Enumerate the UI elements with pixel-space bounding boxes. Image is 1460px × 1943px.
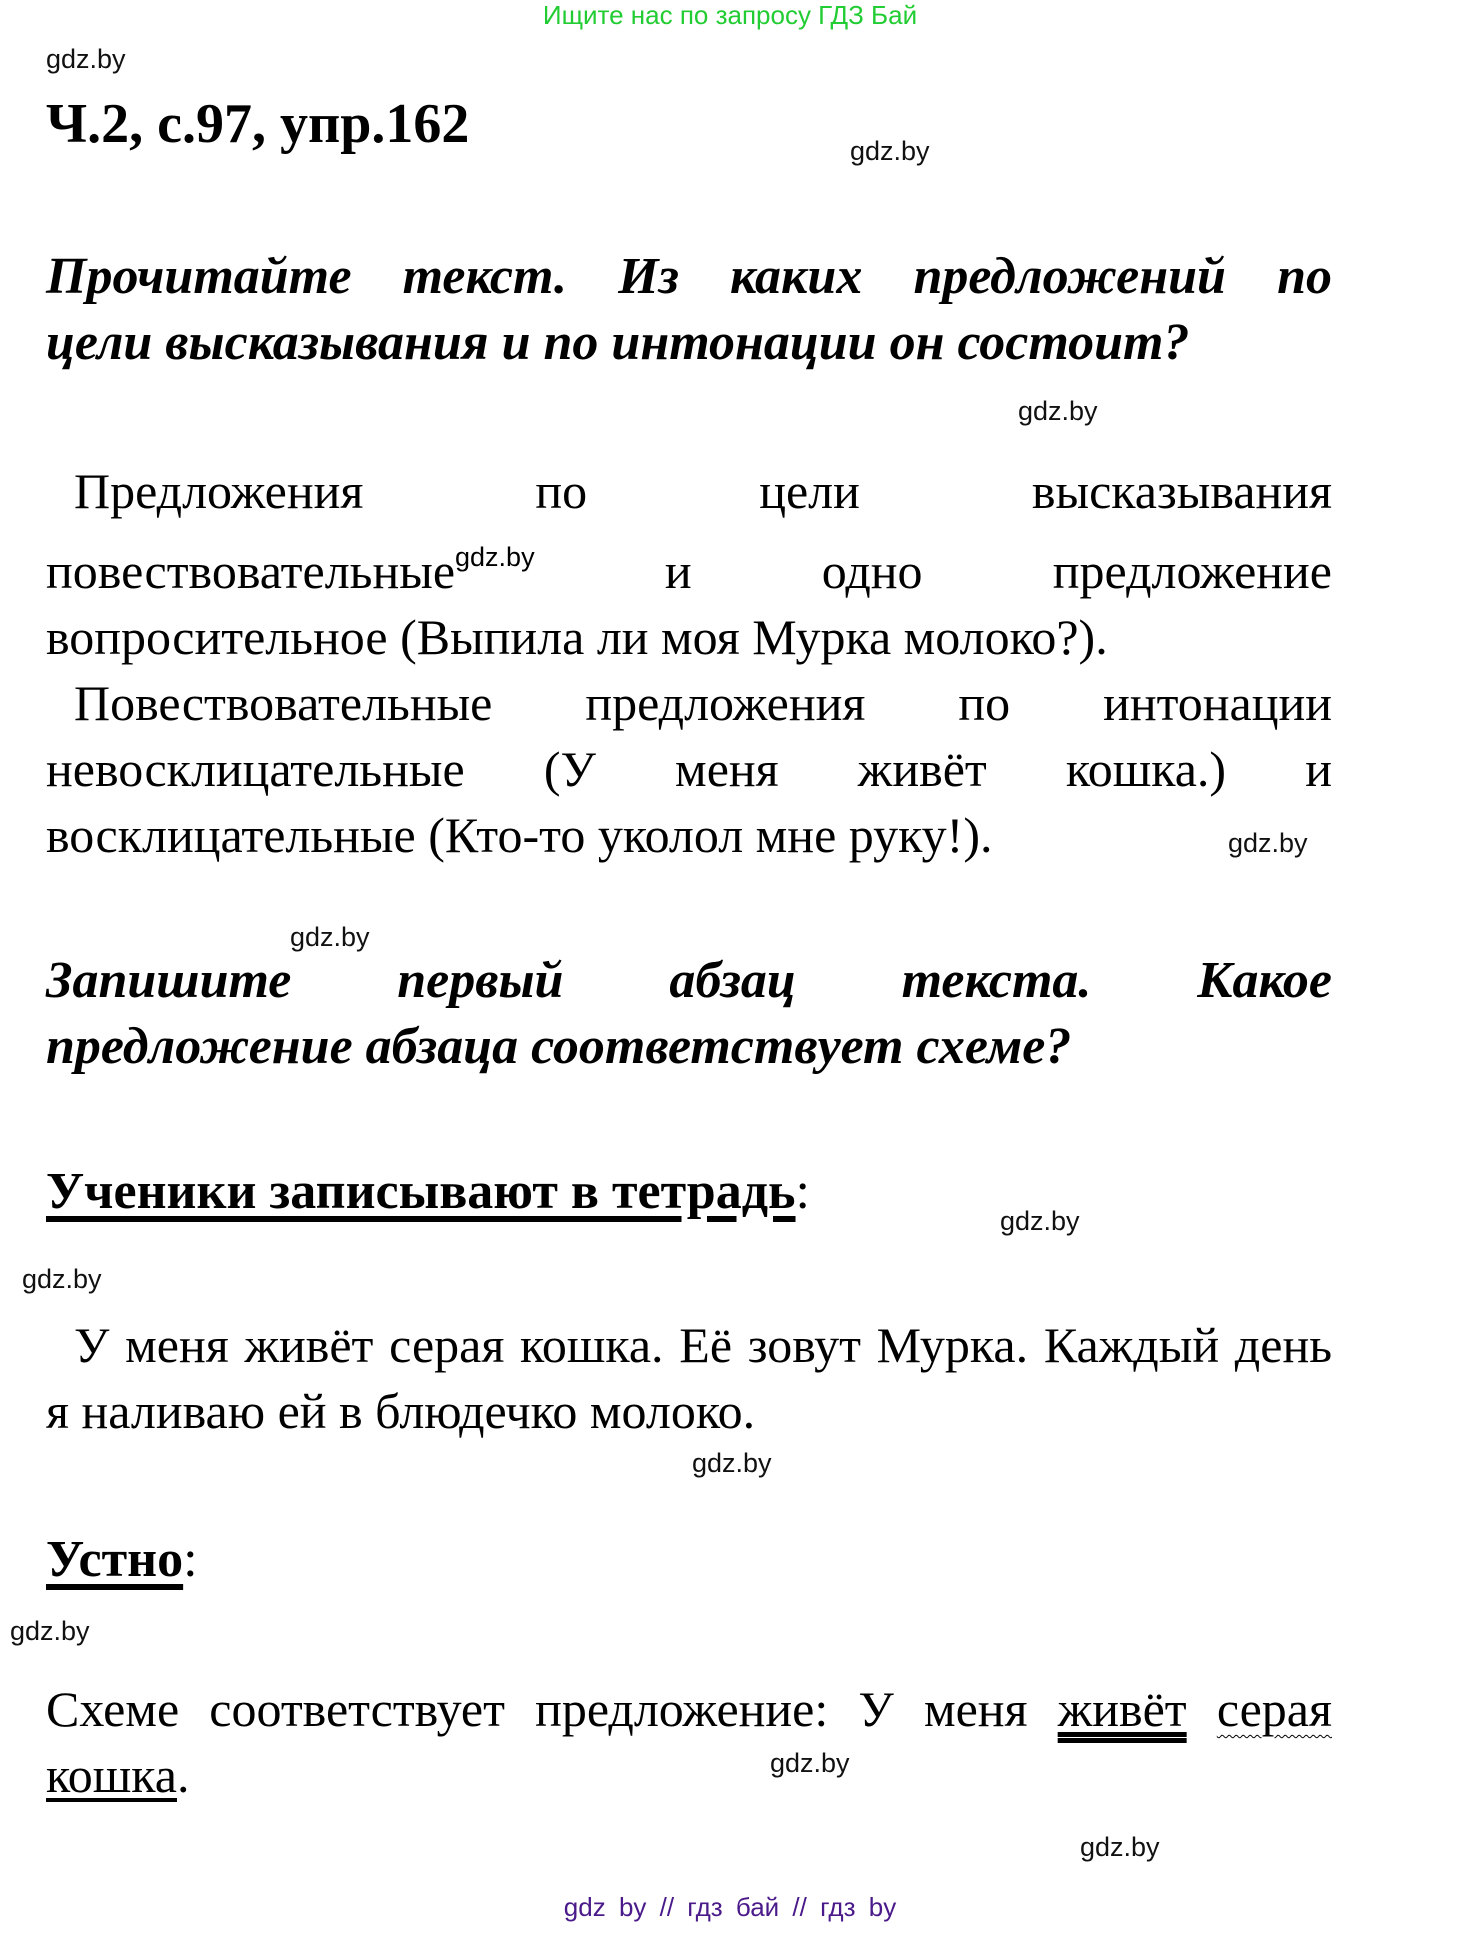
footer-links: gdz by // гдз бай // гдз by: [563, 1892, 897, 1922]
notebook-paragraph: У меня живёт серая кошка. Её зовут Мурка. Каждый день я наливаю ей в блюдечко молоко.: [46, 1317, 1332, 1439]
colon: :: [795, 1163, 810, 1220]
period: .: [176, 1747, 190, 1803]
watermark: gdz.by: [1228, 828, 1308, 858]
answer-text: Схеме соответствует предложение: У меня: [46, 1681, 1058, 1737]
attribute-word: серая: [1216, 1681, 1332, 1737]
answer-1: [46, 458, 1332, 868]
task-line: Запишите первый абзац текста. Какое: [46, 952, 1332, 1009]
predicate-word: живёт: [1057, 1681, 1187, 1737]
watermark: gdz.by: [46, 44, 126, 74]
answer-paragraph: [46, 458, 1332, 670]
task-line: Прочитайте текст. Из каких предложений по: [46, 248, 1332, 305]
section-label: Ученики записывают в тетрадь: [46, 1163, 796, 1220]
subject-word: кошка: [46, 1747, 177, 1803]
task-line: предложение абзаца соответствует схеме?: [46, 1018, 1072, 1075]
watermark: gdz.by: [290, 922, 370, 952]
answer-2: [46, 1676, 1332, 1808]
watermark: gdz.by: [850, 136, 930, 166]
section-heading-notebook: [46, 1162, 810, 1221]
page-title: Ч.2, с.97, упр.162: [46, 93, 470, 155]
watermark: gdz.by: [1018, 396, 1098, 426]
watermark: gdz.by: [1080, 1832, 1160, 1862]
answer-paragraph: Повествовательные предложения по интонации невосклицательные (У меня живёт кошка.) и восклицательные (Кто-то уколол мне руку!).: [46, 675, 1332, 863]
watermark: gdz.by: [10, 1616, 90, 1646]
task-question-2: [46, 948, 1332, 1080]
section-heading-oral: [46, 1530, 198, 1589]
task-question-1: [46, 244, 1332, 376]
answer-text: и одно предложение вопросительное (Выпила ли моя Мурка молоко?).: [46, 543, 1332, 665]
section-label: Устно: [46, 1531, 184, 1588]
task-line: цели высказывания и по интонации он состоит?: [46, 314, 1190, 371]
colon: :: [183, 1531, 198, 1588]
notebook-text: [46, 1312, 1332, 1444]
answer-text: Предложения по цели высказывания повествовательные: [46, 463, 1332, 599]
watermark: gdz.by: [1000, 1206, 1080, 1236]
watermark: gdz.by: [770, 1748, 850, 1778]
watermark: gdz.by: [455, 542, 535, 572]
watermark: gdz.by: [22, 1264, 102, 1294]
watermark: gdz.by: [692, 1448, 772, 1478]
search-banner: Ищите нас по запросу ГДЗ Бай: [542, 0, 918, 30]
